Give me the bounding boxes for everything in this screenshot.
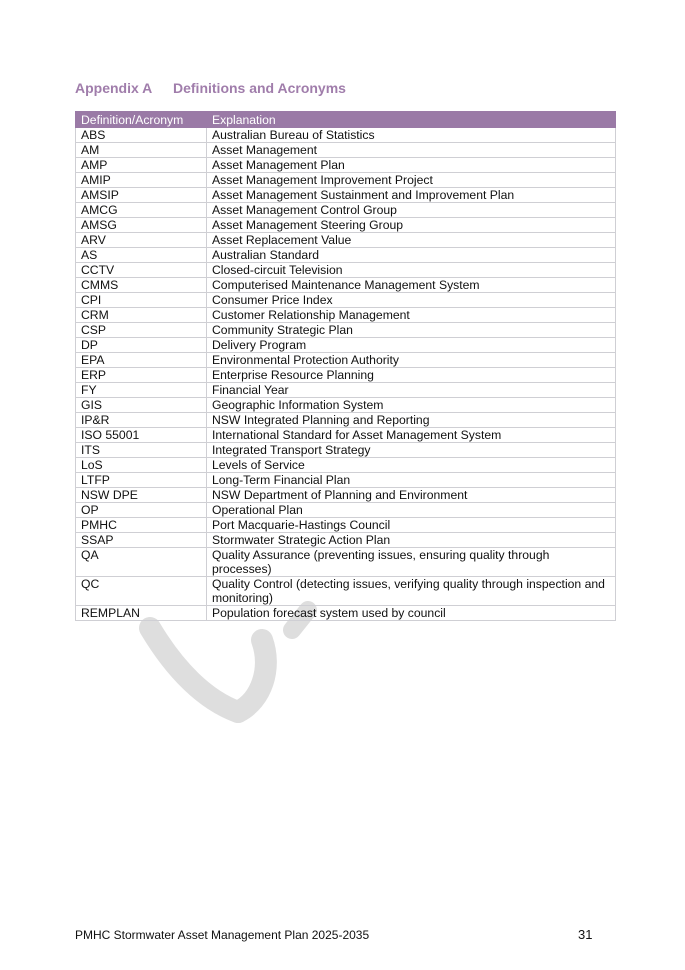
- explanation-cell: Computerised Maintenance Management System: [207, 278, 616, 293]
- explanation-cell: Delivery Program: [207, 338, 616, 353]
- explanation-cell: Port Macquarie-Hastings Council: [207, 518, 616, 533]
- explanation-cell: NSW Integrated Planning and Reporting: [207, 413, 616, 428]
- table-row: [76, 368, 616, 383]
- table-row: [76, 338, 616, 353]
- table-row: [76, 158, 616, 173]
- table-row: [76, 128, 616, 143]
- table-row: [76, 143, 616, 158]
- explanation-cell: Population forecast system used by council: [207, 606, 616, 621]
- explanation-cell: Community Strategic Plan: [207, 323, 616, 338]
- acronym-cell: LTFP: [76, 473, 207, 488]
- table-row: [76, 383, 616, 398]
- acronym-cell: EPA: [76, 353, 207, 368]
- table-row: [76, 488, 616, 503]
- acronym-cell: QA: [76, 548, 207, 577]
- acronym-cell: LoS: [76, 458, 207, 473]
- acronym-cell: AMSG: [76, 218, 207, 233]
- definitions-table: [75, 111, 616, 621]
- table-row: [76, 248, 616, 263]
- appendix-number: Appendix A: [75, 80, 153, 96]
- acronym-cell: CSP: [76, 323, 207, 338]
- acronym-cell: FY: [76, 383, 207, 398]
- explanation-cell: NSW Department of Planning and Environment: [207, 488, 616, 503]
- acronym-cell: GIS: [76, 398, 207, 413]
- explanation-cell: Asset Management Plan: [207, 158, 616, 173]
- explanation-cell: Quality Control (detecting issues, verifying quality through inspection and monitoring): [207, 577, 616, 606]
- explanation-cell: Financial Year: [207, 383, 616, 398]
- column-header-explanation: Explanation: [207, 112, 616, 128]
- explanation-cell: Stormwater Strategic Action Plan: [207, 533, 616, 548]
- table-row: [76, 308, 616, 323]
- acronym-cell: AM: [76, 143, 207, 158]
- explanation-cell: Environmental Protection Authority: [207, 353, 616, 368]
- table-row: [76, 606, 616, 621]
- table-header-row: [76, 112, 616, 128]
- acronym-cell: ISO 55001: [76, 428, 207, 443]
- appendix-title: Definitions and Acronyms: [173, 80, 346, 96]
- appendix-heading: [75, 80, 346, 96]
- acronym-cell: CRM: [76, 308, 207, 323]
- table-row: [76, 353, 616, 368]
- explanation-cell: Enterprise Resource Planning: [207, 368, 616, 383]
- explanation-cell: Asset Management Sustainment and Improvement Plan: [207, 188, 616, 203]
- table-row: [76, 398, 616, 413]
- explanation-cell: Long-Term Financial Plan: [207, 473, 616, 488]
- footer-document-title: PMHC Stormwater Asset Management Plan 2025-2035: [75, 928, 370, 942]
- acronym-cell: OP: [76, 503, 207, 518]
- acronym-cell: ITS: [76, 443, 207, 458]
- table-row: [76, 458, 616, 473]
- table-row: [76, 473, 616, 488]
- acronym-cell: ABS: [76, 128, 207, 143]
- table-row: [76, 428, 616, 443]
- table-row: [76, 218, 616, 233]
- table-row: [76, 533, 616, 548]
- acronym-cell: AMSIP: [76, 188, 207, 203]
- acronym-cell: SSAP: [76, 533, 207, 548]
- acronym-cell: CPI: [76, 293, 207, 308]
- acronym-cell: AMIP: [76, 173, 207, 188]
- table-row: [76, 263, 616, 278]
- table-row: [76, 413, 616, 428]
- acronym-cell: ARV: [76, 233, 207, 248]
- explanation-cell: Asset Management Improvement Project: [207, 173, 616, 188]
- explanation-cell: Australian Standard: [207, 248, 616, 263]
- footer-page-number: 31: [578, 927, 593, 942]
- explanation-cell: Operational Plan: [207, 503, 616, 518]
- explanation-cell: Consumer Price Index: [207, 293, 616, 308]
- acronym-cell: REMPLAN: [76, 606, 207, 621]
- acronym-cell: DP: [76, 338, 207, 353]
- table-row: [76, 323, 616, 338]
- table-row: [76, 188, 616, 203]
- acronym-cell: QC: [76, 577, 207, 606]
- table-row: [76, 518, 616, 533]
- explanation-cell: Customer Relationship Management: [207, 308, 616, 323]
- table-row: [76, 503, 616, 518]
- explanation-cell: Asset Management Control Group: [207, 203, 616, 218]
- definitions-table-body: [76, 128, 616, 621]
- explanation-cell: Quality Assurance (preventing issues, ensuring quality through processes): [207, 548, 616, 577]
- table-row: [76, 233, 616, 248]
- explanation-cell: Geographic Information System: [207, 398, 616, 413]
- table-row: [76, 548, 616, 577]
- acronym-cell: ERP: [76, 368, 207, 383]
- explanation-cell: Asset Management Steering Group: [207, 218, 616, 233]
- acronym-cell: CMMS: [76, 278, 207, 293]
- table-row: [76, 293, 616, 308]
- acronym-cell: IP&R: [76, 413, 207, 428]
- explanation-cell: Asset Replacement Value: [207, 233, 616, 248]
- table-row: [76, 443, 616, 458]
- acronym-cell: AMP: [76, 158, 207, 173]
- acronym-cell: PMHC: [76, 518, 207, 533]
- table-row: [76, 577, 616, 606]
- acronym-cell: AMCG: [76, 203, 207, 218]
- explanation-cell: Closed-circuit Television: [207, 263, 616, 278]
- explanation-cell: International Standard for Asset Management System: [207, 428, 616, 443]
- acronym-cell: AS: [76, 248, 207, 263]
- explanation-cell: Levels of Service: [207, 458, 616, 473]
- table-row: [76, 173, 616, 188]
- table-row: [76, 278, 616, 293]
- table-row: [76, 203, 616, 218]
- explanation-cell: Australian Bureau of Statistics: [207, 128, 616, 143]
- acronym-cell: CCTV: [76, 263, 207, 278]
- column-header-acronym: Definition/Acronym: [76, 112, 207, 128]
- explanation-cell: Integrated Transport Strategy: [207, 443, 616, 458]
- acronym-cell: NSW DPE: [76, 488, 207, 503]
- explanation-cell: Asset Management: [207, 143, 616, 158]
